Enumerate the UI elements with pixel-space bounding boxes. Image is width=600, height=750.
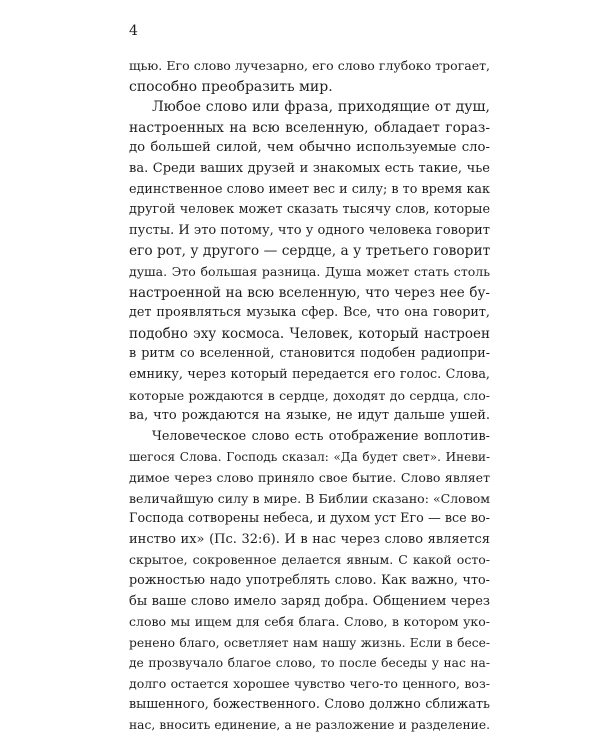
text-line: инство их» (Пс. 32:6). И в нас через слово является [129, 531, 490, 547]
text-line: его рот, у другого — сердце, а у третьего говорит [129, 243, 491, 260]
text-line: настроенной на всю вселенную, что через нее бу- [129, 284, 490, 301]
text-line: димое через слово приняло свое бытие. Слово являет [129, 470, 490, 485]
text-line: дет проявляться музыка сфер. Все, что она говорит, [129, 305, 490, 321]
text-line: бы ваше слово имело заряд добра. Общением через [129, 593, 490, 609]
text-line: щью. Его слово лучезарно, его слово глубоко трогает, [129, 58, 490, 73]
text-line: нас, вносить единение, а не разложение и разделение. [129, 718, 490, 733]
text-line: вышенного, божественного. Слово должно сближать [129, 696, 490, 712]
text-line: Человеческое слово есть отображение воплотив- [152, 428, 490, 444]
text-line: способно преобразить мир. [129, 78, 333, 95]
text-line: другой человек может сказать тысячу слов, которые [129, 202, 490, 218]
text-line: Господа сотворены небеса, и духом уст Его — все во- [129, 511, 490, 527]
text-line: Любое слово или фраза, приходящие от душ, [152, 99, 490, 116]
text-line: душа. Это большая разница. Душа может стать столь [129, 264, 490, 279]
text-line: слово мы ищем для себя блага. Слово, в котором уко- [129, 614, 490, 630]
text-line: в ритм со вселенной, становится подобен радиопри- [129, 346, 490, 362]
text-line: ренено благо, осветляет нам нашу жизнь. Если в бесе- [129, 635, 490, 650]
text-line: до большей силой, чем обычно используемые сло- [129, 140, 490, 156]
text-line: ва. Среди ваших друзей и знакомых есть такие, чье [129, 161, 490, 176]
text-line: шегося Слова. Господь сказал: «Да будет свет». Иневи- [129, 450, 490, 465]
text-line: единственное слово имеет вес и силу; в то время как [129, 181, 490, 197]
text-line: скрытое, сокровенное делается явным. С какой осто- [129, 552, 490, 568]
text-line: пусты. И это потому, что у одного человека говорит [129, 222, 490, 238]
text-line: которые рождаются в сердце, доходят до сердца, сло- [129, 387, 490, 403]
text-line: де прозвучало благое слово, то после беседы у нас на- [129, 656, 490, 671]
text-line: емнику, через который передается его голос. Слова, [129, 367, 490, 382]
text-line: подобно эху космоса. Человек, который настроен [129, 325, 490, 342]
text-line: ва, что рождаются на языке, не идут дальше ушей. [129, 408, 490, 424]
text-line: настроенных на всю вселенную, обладает гораз- [129, 119, 490, 136]
page-number: 4 [129, 23, 138, 39]
text-line: величайшую силу в мире. В Библии сказано: «Словом [129, 490, 490, 506]
text-line: долго остается хорошее чувство чего-то ценного, воз- [129, 676, 490, 691]
text-line: рожностью надо употреблять слово. Как важно, что- [129, 573, 490, 588]
